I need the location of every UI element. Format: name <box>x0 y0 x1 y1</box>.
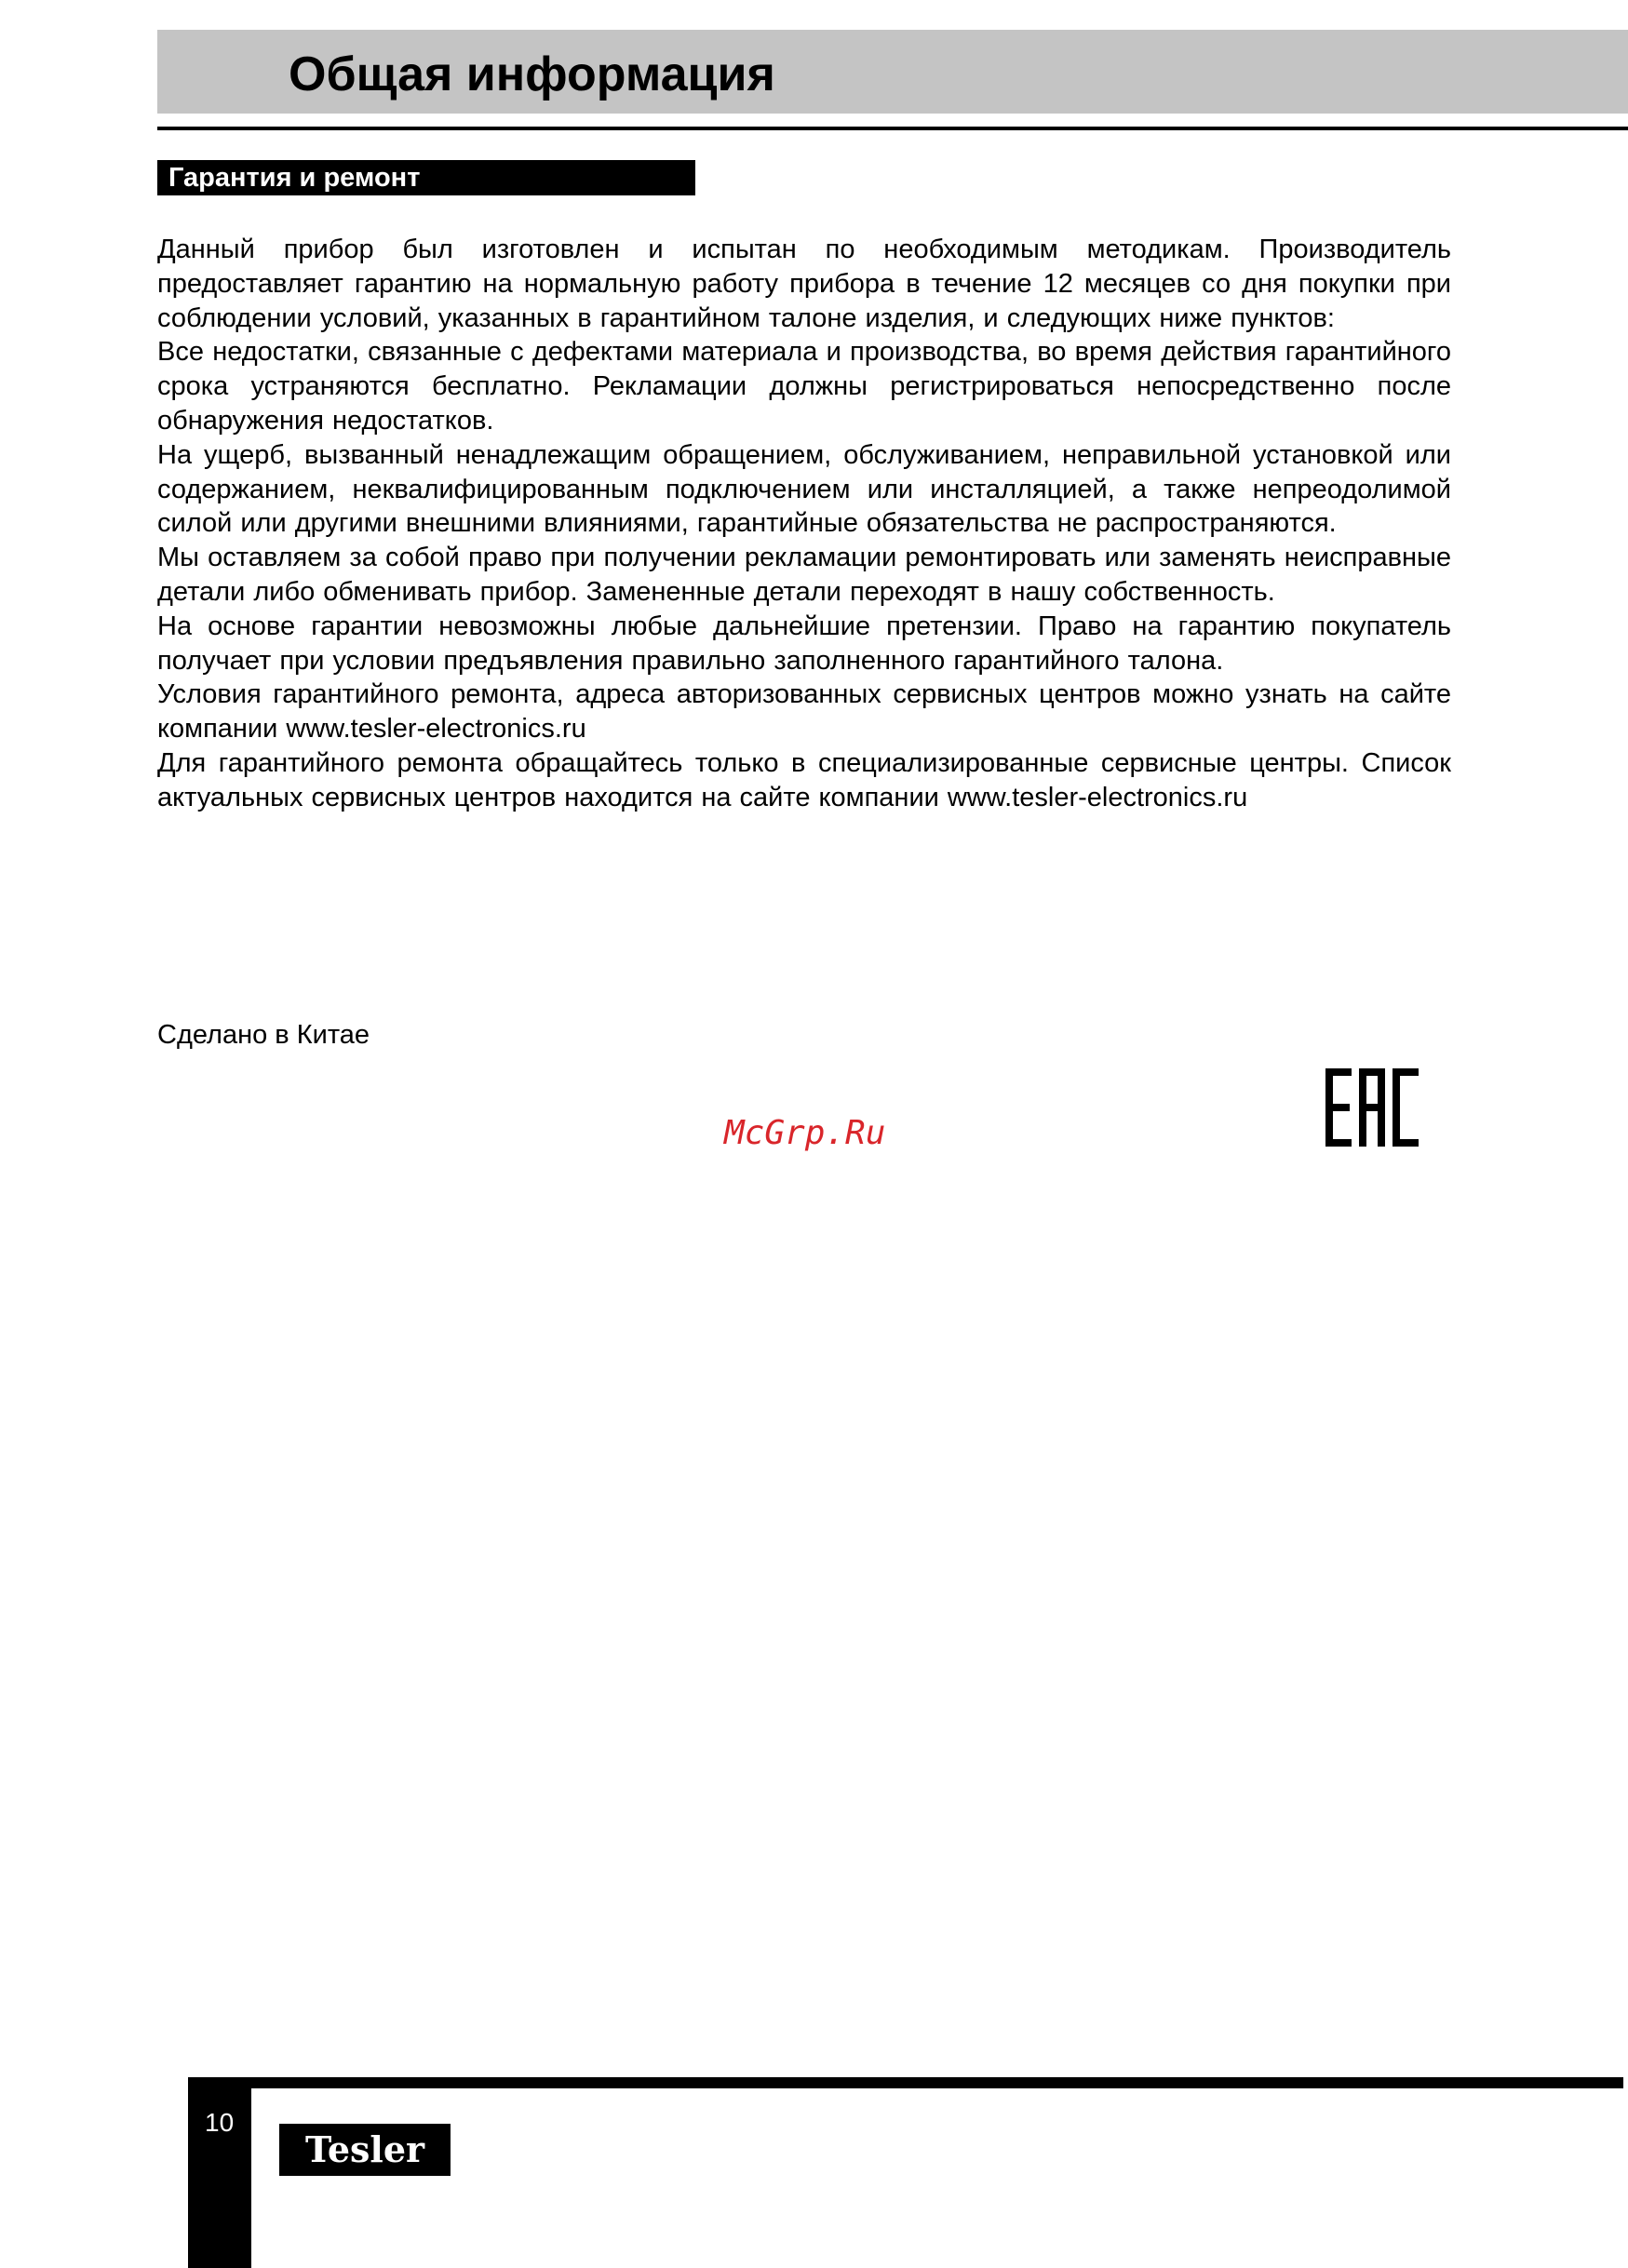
paragraph: Условия гарантийного ремонта, адреса авторизованных сервисных центров можно узнать на сайте компании www.tesler-electronics.ru <box>157 679 1451 745</box>
footer-divider <box>188 2077 1623 2088</box>
page-title: Общая информация <box>289 47 775 101</box>
paragraph: На основе гарантии невозможны любые дальнейшие претензии. Право на гарантию покупатель получает при условии предъявления правильно заполненного гарантийного талона. <box>157 611 1451 676</box>
warranty-text <box>157 233 1451 815</box>
header-divider <box>157 127 1628 130</box>
paragraph: Данный прибор был изготовлен и испытан по необходимым методикам. Производитель предоставляет гарантию на нормальную работу прибора в течение 12 месяцев со дня покупки при соблюдении условий, указанных в гарантийном талоне изделия, и следующих ниже пунктов: <box>157 235 1451 333</box>
footer-page-strip <box>188 2077 251 2268</box>
paragraph: Для гарантийного ремонта обращайтесь только в специализированные сервисные центры. Список актуальных сервисных центров находится на сайте компании www.tesler-electronics.ru <box>157 747 1451 812</box>
tesler-logo: Tesler <box>279 2124 451 2176</box>
paragraph: Мы оставляем за собой право при получении рекламации ремонтировать или заменять неисправные детали либо обменивать прибор. Замененные детали переходят в нашу собственность. <box>157 543 1451 607</box>
paragraph: На ущерб, вызванный ненадлежащим обращением, обслуживанием, неправильной установкой или содержанием, неквалифицированным подключением или инсталляцией, а также непреодолимой силой или другими внешними влияниями, гарантийные обязательства не распространяются. <box>157 439 1451 539</box>
paragraph: Все недостатки, связанные с дефектами материала и производства, во время действия гарантийного срока устраняются бесплатно. Рекламации должны регистрироваться непосредственно после обнаружения недостатков. <box>157 337 1451 436</box>
country-of-origin: Сделано в Китае <box>157 1020 370 1050</box>
page-number: 10 <box>205 2108 235 2137</box>
section-heading: Гарантия и ремонт <box>157 160 695 195</box>
watermark-link[interactable]: McGrp.Ru <box>724 1114 886 1152</box>
eac-certification-icon <box>1325 1068 1419 1147</box>
